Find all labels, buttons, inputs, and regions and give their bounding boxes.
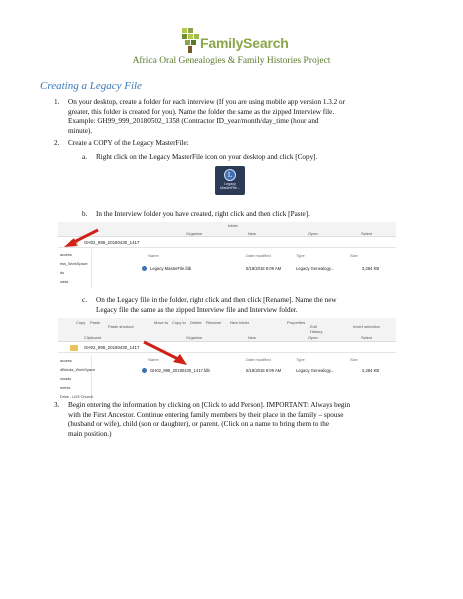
- column-header: Type: [296, 357, 305, 362]
- ribbon-label: Organize: [186, 231, 203, 236]
- ribbon: [58, 222, 396, 237]
- substep-letter: a.: [82, 153, 87, 161]
- ribbon-label: New folder: [230, 320, 250, 325]
- step-line: greater, this folder is created for you). Name the folder the same as the zipped Interview file.: [68, 107, 335, 116]
- ribbon-label: Invert selection: [353, 324, 380, 329]
- nav-item: access: [60, 253, 72, 257]
- ribbon-group-label: Clipboard: [84, 335, 102, 340]
- step-line: On your desktop, create a folder for each interview (If you are using mobile app version 1.3.2 or: [68, 98, 346, 106]
- substep-text: [96, 153, 317, 163]
- brand-name: FamilySearch: [200, 35, 289, 51]
- document-title: Africa Oral Genealogies & Family Histories Project: [132, 56, 331, 66]
- legacy-file-icon: [142, 266, 147, 271]
- ribbon-group-label: Organize: [186, 335, 203, 340]
- nav-item: ments: [60, 386, 71, 390]
- ribbon-label: New: [248, 231, 257, 236]
- file-date: 5/18/2018 8:09 AM: [246, 266, 282, 271]
- file-type: Legacy Genealogy...: [296, 368, 335, 373]
- section-heading: Creating a Legacy File: [40, 80, 142, 92]
- step-3: [54, 401, 434, 441]
- substep-b: [82, 210, 442, 220]
- column-header: Name: [148, 357, 159, 362]
- substep-line: Right click on the Legacy MasterFile icon on your desktop and click [Copy].: [96, 153, 318, 161]
- file-name: GH02_999_20180430_1417.fdb: [150, 368, 210, 373]
- ribbon-label: Select: [361, 231, 373, 236]
- folder-path: GH02_999_20180430_1417: [84, 240, 140, 245]
- step-line: Create a COPY of the Legacy MasterFile:: [68, 139, 189, 147]
- step-number: 2.: [54, 139, 60, 147]
- icon-label: Legacy: [224, 182, 236, 186]
- substep-a: [82, 153, 442, 163]
- substep-line: In the Interview folder you have created, right click and then click [Paste].: [96, 210, 310, 218]
- ribbon-label: Properties: [287, 320, 306, 325]
- ribbon-label: Copy: [76, 320, 86, 325]
- column-header: Type: [296, 253, 305, 258]
- nav-item: nloads: [60, 377, 72, 381]
- ribbon-label: Edit: [310, 324, 317, 329]
- ribbon-label: Paste shortcut: [108, 324, 134, 329]
- step-line: with the First Ancestor. Continue entering family members by their place in the family – spouse: [68, 410, 344, 419]
- folder-path: GH02_999_20180430_1417: [84, 345, 140, 350]
- ribbon-label: Delete: [190, 320, 202, 325]
- nav-item: access: [60, 359, 72, 363]
- column-header: Size: [350, 357, 358, 362]
- step-number: 3.: [54, 401, 60, 409]
- ribbon: [58, 318, 396, 342]
- step-line: main position.): [68, 429, 112, 438]
- ribbon-label: History: [310, 329, 323, 334]
- folder-icon: [70, 345, 78, 351]
- substep-letter: c.: [82, 296, 87, 304]
- explorer-screenshot-rename: [58, 318, 396, 400]
- ribbon-group-label: Open: [308, 335, 318, 340]
- file-date: 5/18/2018 8:09 AM: [246, 368, 282, 373]
- substep-text: [96, 210, 310, 220]
- step-1: [54, 98, 434, 138]
- step-text: [68, 401, 350, 439]
- ribbon-group-label: New: [248, 335, 257, 340]
- nav-item: Drive - LDS Church: [60, 395, 93, 399]
- nav-item: ds: [60, 271, 65, 275]
- file-size: 2,284 KB: [362, 368, 380, 373]
- step-2: [54, 139, 434, 149]
- red-arrow-icon: [140, 338, 190, 368]
- column-header: Name: [148, 253, 159, 258]
- nav-item: oads: [60, 280, 69, 284]
- step-text: [68, 139, 189, 149]
- ribbon-label: folder: [228, 223, 239, 228]
- substep-text: [96, 296, 337, 315]
- file-name: Legacy MasterFile.fdb: [150, 266, 192, 271]
- substep-line: Legacy file the same as the zipped Interview file and Interview folder.: [96, 305, 298, 314]
- step-line: Example: GH99_999_20180502_1358 (Contractor ID_year/month/day_time (hour and: [68, 117, 319, 126]
- ribbon-label: Paste: [90, 320, 101, 325]
- substep-letter: b.: [82, 210, 88, 218]
- step-line: (husband or wife), child (son or daughter), or parent. (Click on a name to bring them to the: [68, 420, 330, 429]
- legacy-masterfile-desktop-icon: [215, 166, 245, 195]
- substep-line: On the Legacy file in the folder, right click and then click [Rename]. Name the new: [96, 296, 337, 304]
- column-header: Size: [350, 253, 358, 258]
- address-bar: [58, 238, 396, 248]
- ribbon-label: Rename: [206, 320, 222, 325]
- legacy-logo-icon: L: [227, 171, 233, 179]
- column-header: Date modified: [246, 253, 271, 258]
- red-arrow-icon: [62, 226, 102, 250]
- step-text: [68, 98, 345, 136]
- nav-item: dBlanks_WorkSpace: [60, 368, 96, 372]
- column-header: Date modified: [246, 357, 271, 362]
- address-bar: [58, 343, 396, 353]
- ribbon-label: Copy to: [172, 320, 186, 325]
- step-number: 1.: [54, 98, 60, 106]
- icon-label: MasterFile...: [220, 186, 240, 191]
- nav-item: ess_WorkSpace: [60, 262, 88, 266]
- step-line: minute).: [68, 126, 93, 135]
- step-line: Begin entering the information by clicking on [Click to add Person]. IMPORTANT: Always begin: [68, 401, 351, 409]
- ribbon-label: Open: [308, 231, 318, 236]
- file-type: Legacy Genealogy...: [296, 266, 335, 271]
- explorer-screenshot-paste: [58, 222, 396, 288]
- ribbon-label: Move to: [154, 320, 169, 325]
- ribbon-group-label: Select: [361, 335, 373, 340]
- substep-c: [82, 296, 442, 316]
- navigation-pane: [58, 249, 92, 288]
- navigation-pane: [58, 355, 96, 400]
- file-size: 3,284 KB: [362, 266, 380, 271]
- legacy-file-icon: [142, 368, 147, 373]
